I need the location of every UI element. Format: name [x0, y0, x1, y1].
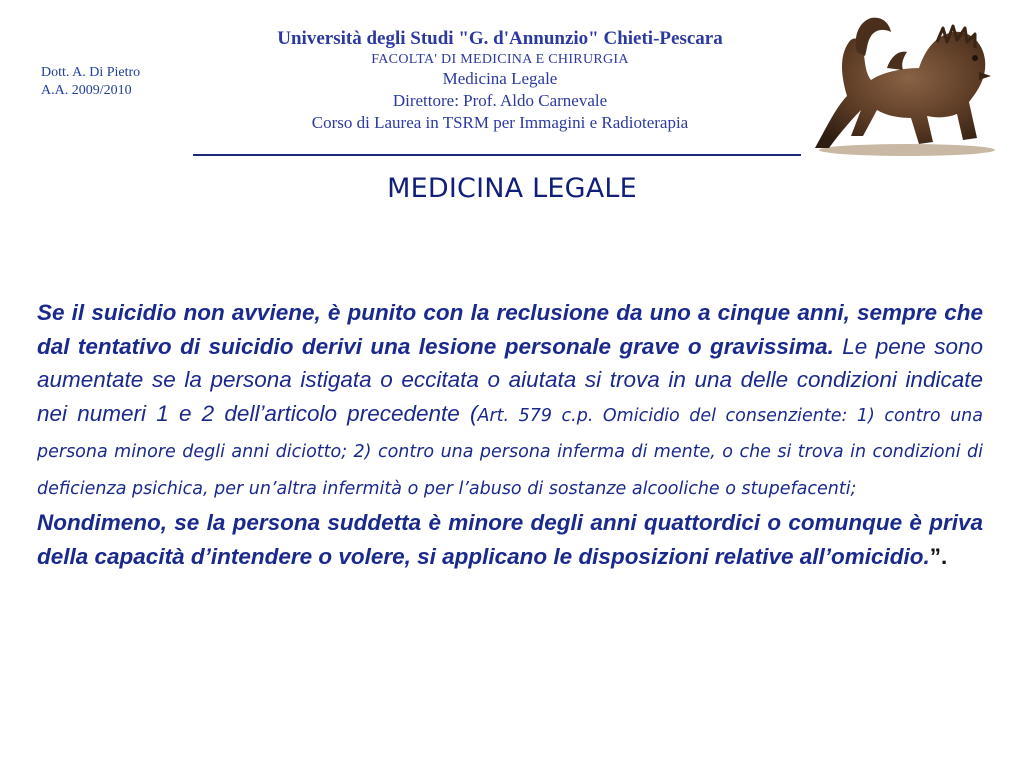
paragraph-1-italic: Le pene sono aumentate se la persona istigata o eccitata o aiutata si trova in una delle condizioni indicate nei numeri 1 e 2 dell’articolo precedente (	[37, 333, 983, 426]
director-name: Direttore: Prof. Aldo Carnevale	[392, 91, 608, 110]
author-block	[41, 64, 140, 100]
institution-header	[195, 26, 805, 134]
author-name: Dott. A. Di Pietro	[41, 65, 141, 80]
header-divider	[193, 154, 801, 156]
academic-year: A.A. 2009/2010	[41, 83, 132, 98]
department-name: Medicina Legale	[442, 69, 558, 88]
paragraph-1-bold: Se il suicidio non avviene, è punito con la reclusione da uno a cinque anni, sempre che dal tentativo di suicidio derivi una lesione personale grave o gravissima.	[37, 300, 983, 359]
faculty-name: FACOLTA' DI MEDICINA E CHIRURGIA	[371, 52, 629, 67]
slide-body	[37, 296, 983, 573]
slide-title: MEDICINA LEGALE	[387, 173, 637, 204]
paragraph-2	[37, 506, 983, 573]
paragraph-1-citation: Art. 579 c.p. Omicidio del consenziente: 1) contro una persona minore degli anni diciotto; 2) contro una persona inferma di mente, o che si trova in condizioni di deficienza psichica, per un’altra infermità o per l’abuso di sostanze alcooliche o stupefacenti;	[37, 405, 984, 499]
university-name: Università degli Studi "G. d'Annunzio" Chieti-Pescara	[277, 28, 723, 49]
paragraph-1	[37, 296, 983, 506]
paragraph-2-end: ”.	[929, 543, 948, 569]
course-name: Corso di Laurea in TSRM per Immagini e Radioterapia	[311, 113, 689, 132]
chimera-of-arezzo-icon	[807, 6, 997, 158]
paragraph-2-bold: Nondimeno, se la persona suddetta è minore degli anni quattordici o comunque è priva della capacità d’intendere o volere, si applicano le disposizioni relative all’omicidio.	[37, 510, 983, 569]
